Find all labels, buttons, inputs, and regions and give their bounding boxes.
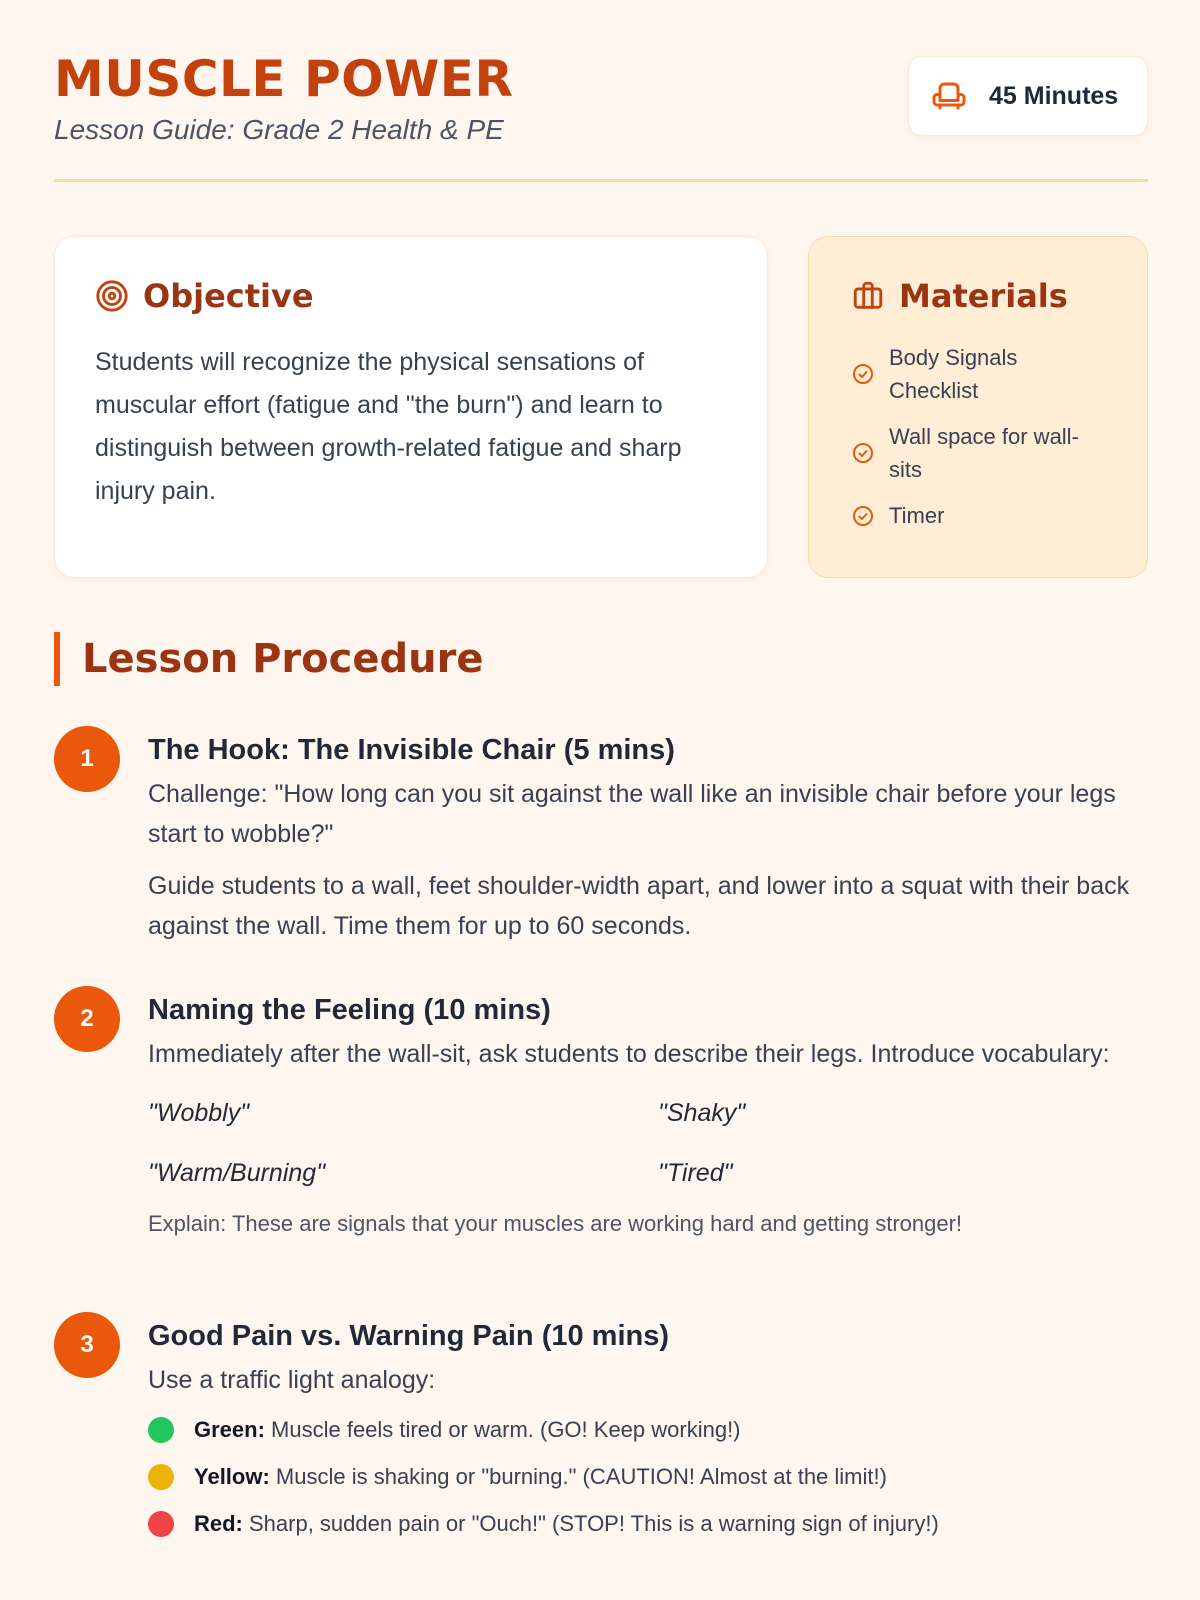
step-number: 1	[54, 726, 120, 792]
step-text: Use a traffic light analogy:	[148, 1366, 436, 1394]
check-circle-icon	[851, 441, 875, 465]
light-text: Muscle feels tired or warm. (GO! Keep working!)	[264, 1417, 741, 1442]
vocabulary-word: "Wobbly"	[148, 1099, 250, 1127]
duration-badge	[908, 56, 1148, 136]
list-item	[148, 1508, 1148, 1540]
light-text: Sharp, sudden pain or "Ouch!" (STOP! This is a warning sign of injury!)	[242, 1511, 939, 1536]
step-title: The Hook: The Invisible Chair (5 mins)	[148, 734, 675, 766]
material-label: Body Signals Checklist	[889, 345, 1018, 403]
objective-heading-text: Objective	[143, 277, 314, 315]
list-item	[851, 420, 1105, 486]
chair-icon	[931, 78, 967, 114]
material-label: Wall space for wall-sits	[889, 424, 1079, 482]
step-text: Challenge: "How long can you sit against the wall like an invisible chair before your legs start to wobble?"	[148, 780, 1116, 848]
objective-text: Students will recognize the physical sensations of muscular effort (fatigue and "the burn") and learn to distinguish between growth-related fatigue and sharp injury pain.	[95, 348, 682, 505]
list-item	[851, 341, 1105, 407]
step-number: 2	[54, 986, 120, 1052]
light-description	[194, 1461, 887, 1493]
list-item	[148, 1414, 1148, 1446]
objective-card	[54, 236, 768, 578]
vocabulary-word: "Tired"	[658, 1159, 733, 1187]
vocabulary-word: "Shaky"	[658, 1099, 746, 1127]
materials-heading	[851, 277, 1105, 315]
page-title: MUSCLE POWER	[54, 50, 514, 108]
check-circle-icon	[851, 362, 875, 386]
step-explanation: Explain: These are signals that your muscles are working hard and getting stronger!	[148, 1211, 963, 1236]
traffic-light-list	[148, 1414, 1148, 1540]
page-subtitle: Lesson Guide: Grade 2 Health & PE	[54, 114, 504, 145]
duration-text: 45 Minutes	[989, 81, 1119, 110]
step-title: Naming the Feeling (10 mins)	[148, 994, 551, 1026]
light-description	[194, 1414, 741, 1446]
section-heading: Lesson Procedure	[54, 632, 483, 686]
yellow-light-dot	[148, 1464, 174, 1490]
check-circle-icon	[851, 504, 875, 528]
step-text: Immediately after the wall-sit, ask students to describe their legs. Introduce vocabulary:	[148, 1040, 1110, 1068]
light-description	[194, 1508, 939, 1540]
vocabulary-grid	[148, 1092, 1148, 1194]
briefcase-icon	[851, 279, 885, 313]
step-body	[148, 726, 1148, 946]
objective-heading	[95, 277, 727, 315]
list-item	[148, 1461, 1148, 1493]
list-item	[851, 499, 1105, 532]
materials-list	[851, 341, 1105, 532]
step-text: Guide students to a wall, feet shoulder-width apart, and lower into a squat with their back against the wall. Time them for up to 60 seconds.	[148, 872, 1130, 940]
red-light-dot	[148, 1511, 174, 1537]
materials-card	[808, 236, 1148, 578]
light-label: Red:	[194, 1511, 243, 1536]
step-body	[148, 1312, 1148, 1555]
vocabulary-word: "Warm/Burning"	[148, 1159, 326, 1187]
summary-cards	[54, 236, 1148, 578]
lesson-page	[54, 0, 1148, 1536]
step-number: 3	[54, 1312, 120, 1378]
step-title: Good Pain vs. Warning Pain (10 mins)	[148, 1320, 670, 1352]
material-label: Timer	[889, 503, 945, 528]
light-label: Yellow:	[194, 1464, 270, 1489]
header	[54, 0, 1148, 182]
light-text: Muscle is shaking or "burning." (CAUTION! Almost at the limit!)	[269, 1464, 887, 1489]
materials-heading-text: Materials	[899, 277, 1068, 315]
target-icon	[95, 279, 129, 313]
green-light-dot	[148, 1417, 174, 1443]
step-body	[148, 986, 1148, 1240]
light-label: Green:	[194, 1417, 265, 1442]
